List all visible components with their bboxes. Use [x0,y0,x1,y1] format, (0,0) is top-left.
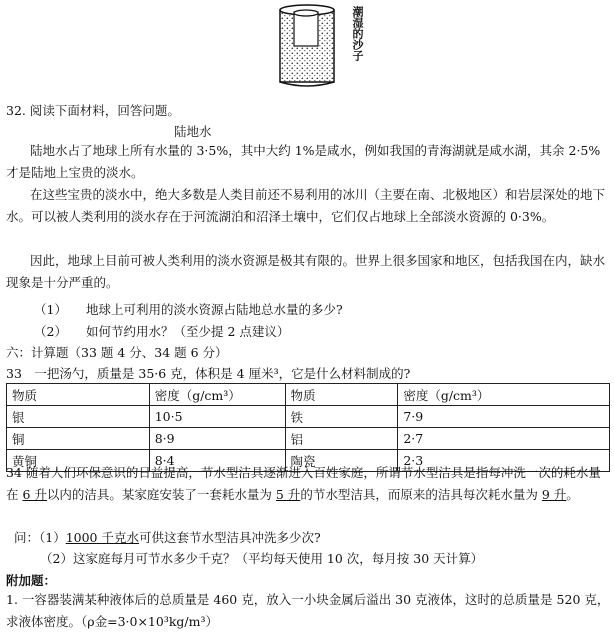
table-cell: 8·9 [149,428,285,450]
table-header-cell: 物质 [285,384,398,406]
figure-label: 潮湿的沙子 [351,6,364,61]
extra-question-1: 1. 一容器装满某种液体后的总质量是 460 克，放入一小块金属后溢出 30 克液体，这时的总质量是 520 克，求液体密度。（ρ金=3·0×10³kg/m³） [6,592,610,629]
table-row [7,428,610,450]
q34-paragraph [6,462,610,506]
q32-sub1-text: 地球上可利用的淡水资源占陆地总水量的多少? [86,302,343,317]
table-row [7,406,610,428]
density-table [6,383,610,472]
table-header-cell: 密度（g/cm³） [149,384,285,406]
table-header-row [7,384,610,406]
q32-paragraph-2: 在这些宝贵的淡水中，绝大多数是人类目前还不易利用的冰川（主要在南、北极地区）和岩层深处的地下水。可以被人类利用的淡水存在于河流湖泊和沼泽土壤中，它们仅占地球上全部淡水资源的 0·3%。 [6,187,606,224]
q32-sub2-text: 如何节约用水？（至少提 2 点建议） [86,324,290,339]
q34-q1-water: 1000 千克水 [65,530,139,545]
table-cell: 铝 [285,428,398,450]
extra-heading: 附加题： [6,573,57,588]
q32-sub2-number: （2） [34,324,67,339]
container-drawing [276,2,338,88]
q34-text-e: 的节水型洁具，而原来的洁具每次耗水量为 [300,487,542,502]
q34-q1-prefix: 问：（1） [14,530,66,545]
table-cell: 银 [7,406,150,428]
table-header-cell: 密度（g/cm³） [398,384,610,406]
q34-text-g: 。 [566,487,579,502]
table-header-cell: 物质 [7,384,150,406]
q33-text: 33 一把汤勺，质量是 35·6 克，体积是 4 厘米³，它是什么材料制成的? [6,366,411,381]
section-6-heading: 六：计算题（33 题 4 分、34 题 6 分） [6,345,228,360]
q32-title: 陆地水 [174,124,212,139]
q32-intro: 32. 阅读下面材料，回答问题。 [6,103,180,118]
q32-paragraph-3: 因此，地球上目前可被人类利用的淡水资源是极其有限的。世界上很多国家和地区，包括我国在内，缺水现象是十分严重的。 [6,253,606,290]
q34-limit: 6 升 [22,487,47,502]
table-cell: 铜 [7,428,150,450]
table-cell: 2·3 [398,450,610,472]
q34-text-c: 以内的洁具。某家庭安装了一套耗水量为 [46,487,276,502]
q34-old-usage: 9 升 [541,487,567,502]
table-cell: 2·7 [398,428,610,450]
q32-sub1-number: （1） [34,302,67,317]
q34-text-a: 34 随着人们环保意识的日益提高，节水型洁具逐渐进入百姓家庭，所谓节水型洁具是指每冲洗一次的耗水量在 [6,465,601,502]
table-cell: 8·4 [149,450,285,472]
table-cell: 铁 [285,406,398,428]
table-cell: 陶瓷 [285,450,398,472]
table-cell: 7·9 [398,406,610,428]
table-cell: 黄铜 [7,450,150,472]
q32-paragraph-1: 陆地水占了地球上所有水量的 3·5%，其中大约 1%是咸水，例如我国的青海湖就是咸水湖，其余 2·5%才是陆地上宝贵的淡水。 [6,143,601,180]
q34-question-2: （2）这家庭每月可节水多少千克？（平均每天使用 10 次，每月按 30 天计算） [40,551,484,566]
q34-new-usage: 5 升 [275,487,301,502]
sand-container-figure [276,2,338,88]
q34-question-1 [14,528,321,546]
table-cell: 10·5 [149,406,285,428]
q34-q1-rest: 可供这套节水型洁具冲洗多少次? [139,530,321,545]
